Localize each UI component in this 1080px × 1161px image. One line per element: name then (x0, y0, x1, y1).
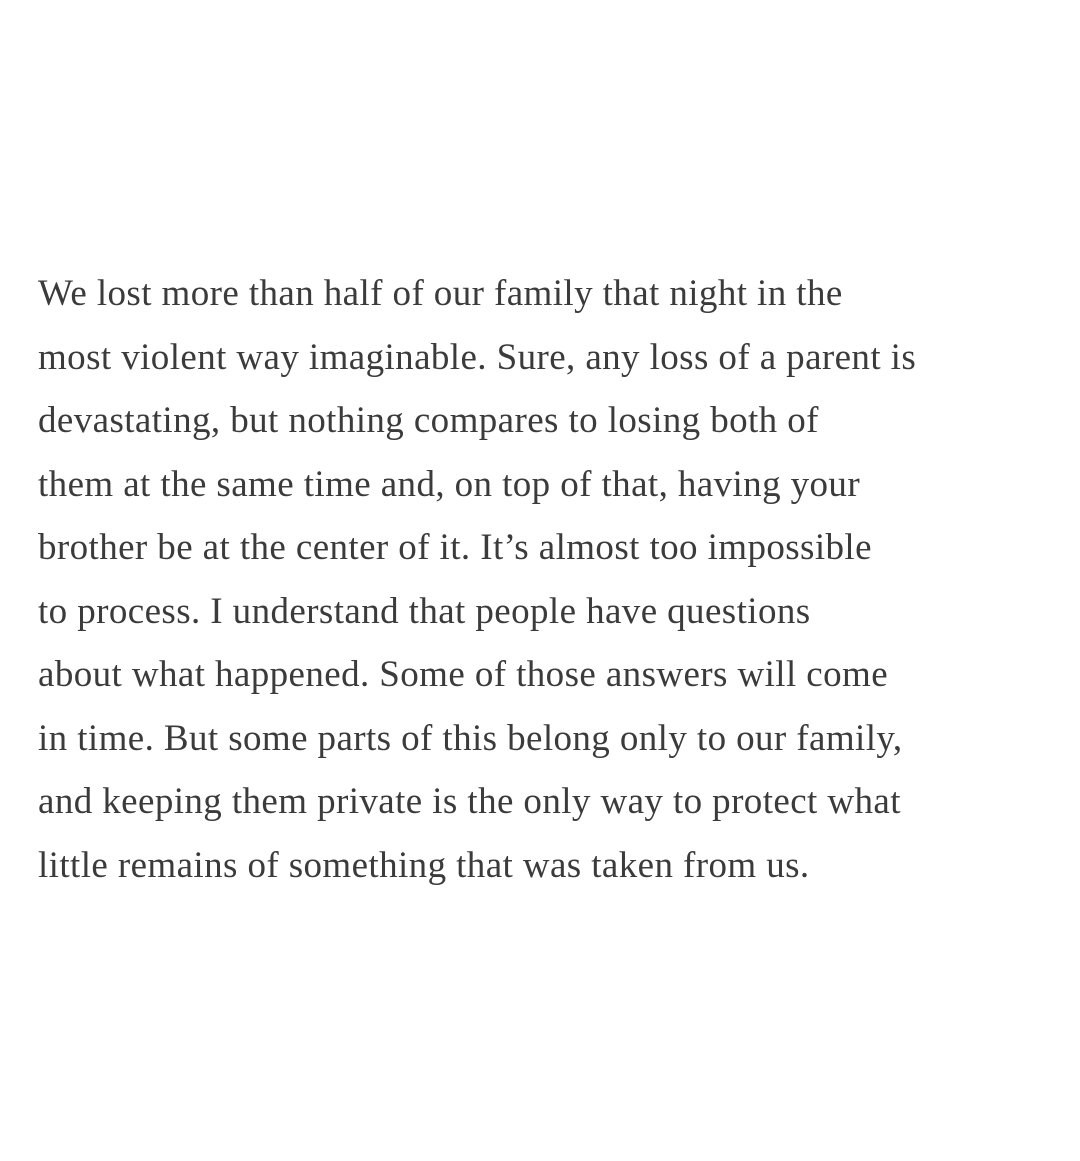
statement-line: and keeping them private is the only way to protect what (38, 781, 901, 822)
statement-text (38, 262, 1058, 897)
statement-line: to process. I understand that people have questions (38, 590, 811, 632)
statement-line: about what happened. Some of those answers will come (38, 654, 889, 695)
statement-line: devastating, but nothing compares to losing both of (38, 400, 819, 441)
statement-line: them at the same time and, on top of that, having your (38, 463, 861, 505)
statement-line: brother be at the center of it. It’s almost too impossible (38, 527, 872, 568)
statement-line: most violent way imaginable. Sure, any loss of a parent is (38, 336, 917, 378)
statement-line: little remains of something that was taken from us. (38, 844, 810, 886)
statement-line: We lost more than half of our family that night in the (38, 273, 843, 314)
statement-line: in time. But some parts of this belong only to our family, (38, 717, 903, 759)
